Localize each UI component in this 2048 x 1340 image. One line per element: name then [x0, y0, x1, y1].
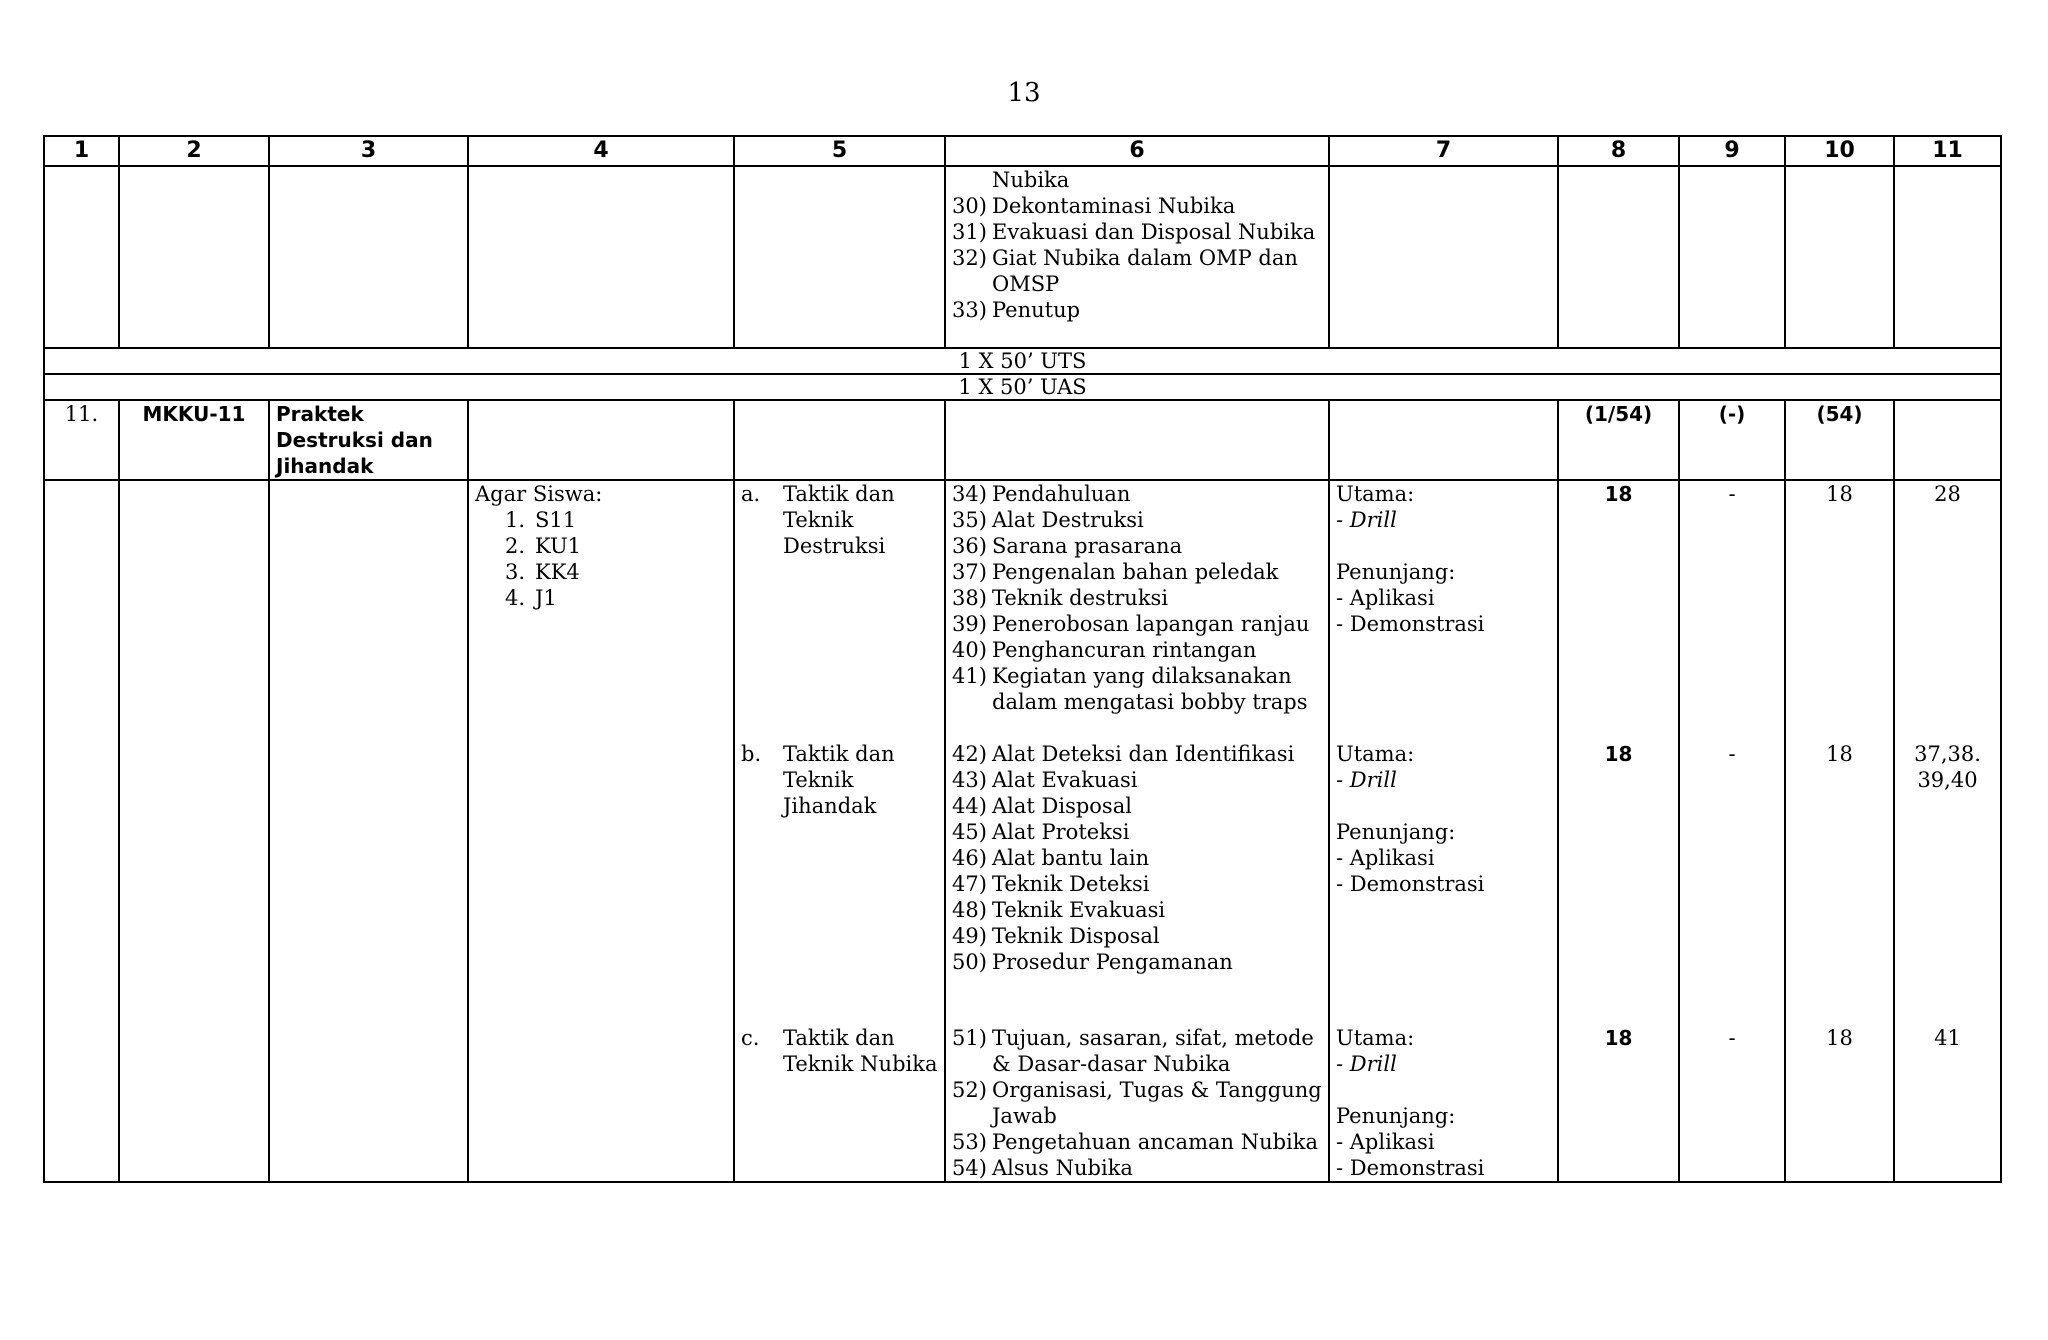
col8-value: 18 [1604, 742, 1633, 766]
course-name: Praktek Destruksi dan Jihandak [269, 400, 468, 480]
uas-cell: 1 X 50’ UAS [44, 374, 2001, 400]
material-item: 48) Teknik Evakuasi [952, 898, 1166, 922]
course-col9: (-) [1679, 400, 1785, 480]
subject-a: a. Taktik dan Teknik Destruksi [741, 482, 895, 558]
material-item: 44) Alat Disposal [952, 794, 1132, 818]
method-support: - Aplikasi [1336, 586, 1435, 610]
method-support-label: Penunjang: [1336, 820, 1456, 844]
col10-cell [1785, 480, 1894, 1182]
method-main: - Drill [1336, 768, 1397, 792]
objective-item: 4. J1 [504, 586, 557, 610]
material-item: 36) Sarana prasarana [952, 534, 1183, 558]
material-item: 51) Tujuan, sasaran, sifat, metode & Dasar-dasar Nubika [952, 1026, 1314, 1076]
objective-item: 3. KK4 [504, 560, 580, 584]
detail-row [44, 480, 2001, 1182]
method-main: - Drill [1336, 508, 1397, 532]
header-cell: 11 [1894, 136, 2001, 166]
method-support: - Demonstrasi [1336, 1156, 1485, 1180]
material-item: 32) Giat Nubika dalam OMP dan OMSP [952, 246, 1298, 296]
material-item: 39) Penerobosan lapangan ranjau [952, 612, 1310, 636]
col8-value: 18 [1604, 482, 1633, 506]
material-item: 42) Alat Deteksi dan Identifikasi [952, 742, 1295, 766]
header-cell: 3 [269, 136, 468, 166]
curriculum-table [43, 135, 2002, 1183]
col9-value: - [1728, 1026, 1736, 1050]
uts-cell: 1 X 50’ UTS [44, 348, 2001, 374]
method-support: - Aplikasi [1336, 1130, 1435, 1154]
material-item: 41) Kegiatan yang dilaksanakan dalam mengatasi bobby traps [952, 664, 1308, 714]
subjects-cell [734, 480, 945, 1182]
course-number: 11. [44, 400, 119, 480]
material-item: 45) Alat Proteksi [952, 820, 1130, 844]
col10-value: 18 [1826, 482, 1853, 506]
materials-cell [945, 480, 1329, 1182]
header-cell: 10 [1785, 136, 1894, 166]
col9-value: - [1728, 482, 1736, 506]
method-main-label: Utama: [1336, 1026, 1415, 1050]
material-item: 31) Evakuasi dan Disposal Nubika [952, 220, 1316, 244]
header-cell: 4 [468, 136, 734, 166]
header-cell: 2 [119, 136, 269, 166]
continuation-row [44, 166, 2001, 348]
method-main-label: Utama: [1336, 742, 1415, 766]
method-support-label: Penunjang: [1336, 560, 1456, 584]
method-main: - Drill [1336, 1052, 1397, 1076]
col9-value: - [1728, 742, 1736, 766]
subject-b: b. Taktik dan Teknik Jihandak [741, 742, 895, 818]
header-cell: 8 [1558, 136, 1679, 166]
header-cell: 6 [945, 136, 1329, 166]
material-item: 49) Teknik Disposal [952, 924, 1160, 948]
header-cell: 1 [44, 136, 119, 166]
material-item: 52) Organisasi, Tugas & Tanggung Jawab [952, 1078, 1322, 1128]
method-support: - Aplikasi [1336, 846, 1435, 870]
objectives-intro: Agar Siswa: [475, 482, 603, 506]
method-support-label: Penunjang: [1336, 1104, 1456, 1128]
course-row [44, 400, 2001, 480]
material-item: 53) Pengetahuan ancaman Nubika [952, 1130, 1319, 1154]
course-col10: (54) [1785, 400, 1894, 480]
methods-cell [1329, 480, 1558, 1182]
course-code: MKKU-11 [119, 400, 269, 480]
material-item: 34) Pendahuluan [952, 482, 1131, 506]
material-item: 40) Penghancuran rintangan [952, 638, 1257, 662]
material-item: 46) Alat bantu lain [952, 846, 1150, 870]
objectives-cell [468, 480, 734, 1182]
material-item: 50) Prosedur Pengamanan [952, 950, 1233, 974]
course-col8: (1/54) [1558, 400, 1679, 480]
material-item: 37) Pengenalan bahan peledak [952, 560, 1279, 584]
header-cell: 9 [1679, 136, 1785, 166]
objective-item: 2. KU1 [504, 534, 581, 558]
method-main-label: Utama: [1336, 482, 1415, 506]
material-item: 54) Alsus Nubika [952, 1156, 1133, 1180]
col11-value: 28 [1934, 482, 1961, 506]
method-support: - Demonstrasi [1336, 872, 1485, 896]
col8-value: 18 [1604, 1026, 1633, 1050]
col10-value: 18 [1826, 1026, 1853, 1050]
uts-row [44, 348, 2001, 374]
header-cell: 5 [734, 136, 945, 166]
material-item: 43) Alat Evakuasi [952, 768, 1138, 792]
col11-cell [1894, 480, 2001, 1182]
col8-cell [1558, 480, 1679, 1182]
col9-cell [1679, 480, 1785, 1182]
material-item: 30) Dekontaminasi Nubika [952, 194, 1236, 218]
col11-value: 37,38. 39,40 [1914, 742, 1981, 792]
col11-value: 41 [1934, 1026, 1961, 1050]
objective-item: 1. S11 [504, 508, 577, 532]
subject-c: c. Taktik dan Teknik Nubika [741, 1026, 938, 1076]
col10-value: 18 [1826, 742, 1853, 766]
material-item: Nubika [992, 168, 1070, 192]
header-cell: 7 [1329, 136, 1558, 166]
material-item: 47) Teknik Deteksi [952, 872, 1150, 896]
material-item: 35) Alat Destruksi [952, 508, 1144, 532]
material-item: 38) Teknik destruksi [952, 586, 1169, 610]
material-item: 33) Penutup [952, 298, 1081, 322]
header-row [44, 136, 2001, 166]
uas-row [44, 374, 2001, 400]
method-support: - Demonstrasi [1336, 612, 1485, 636]
page-number: 13 [1007, 78, 1041, 108]
continuation-material-cell [945, 166, 1329, 348]
